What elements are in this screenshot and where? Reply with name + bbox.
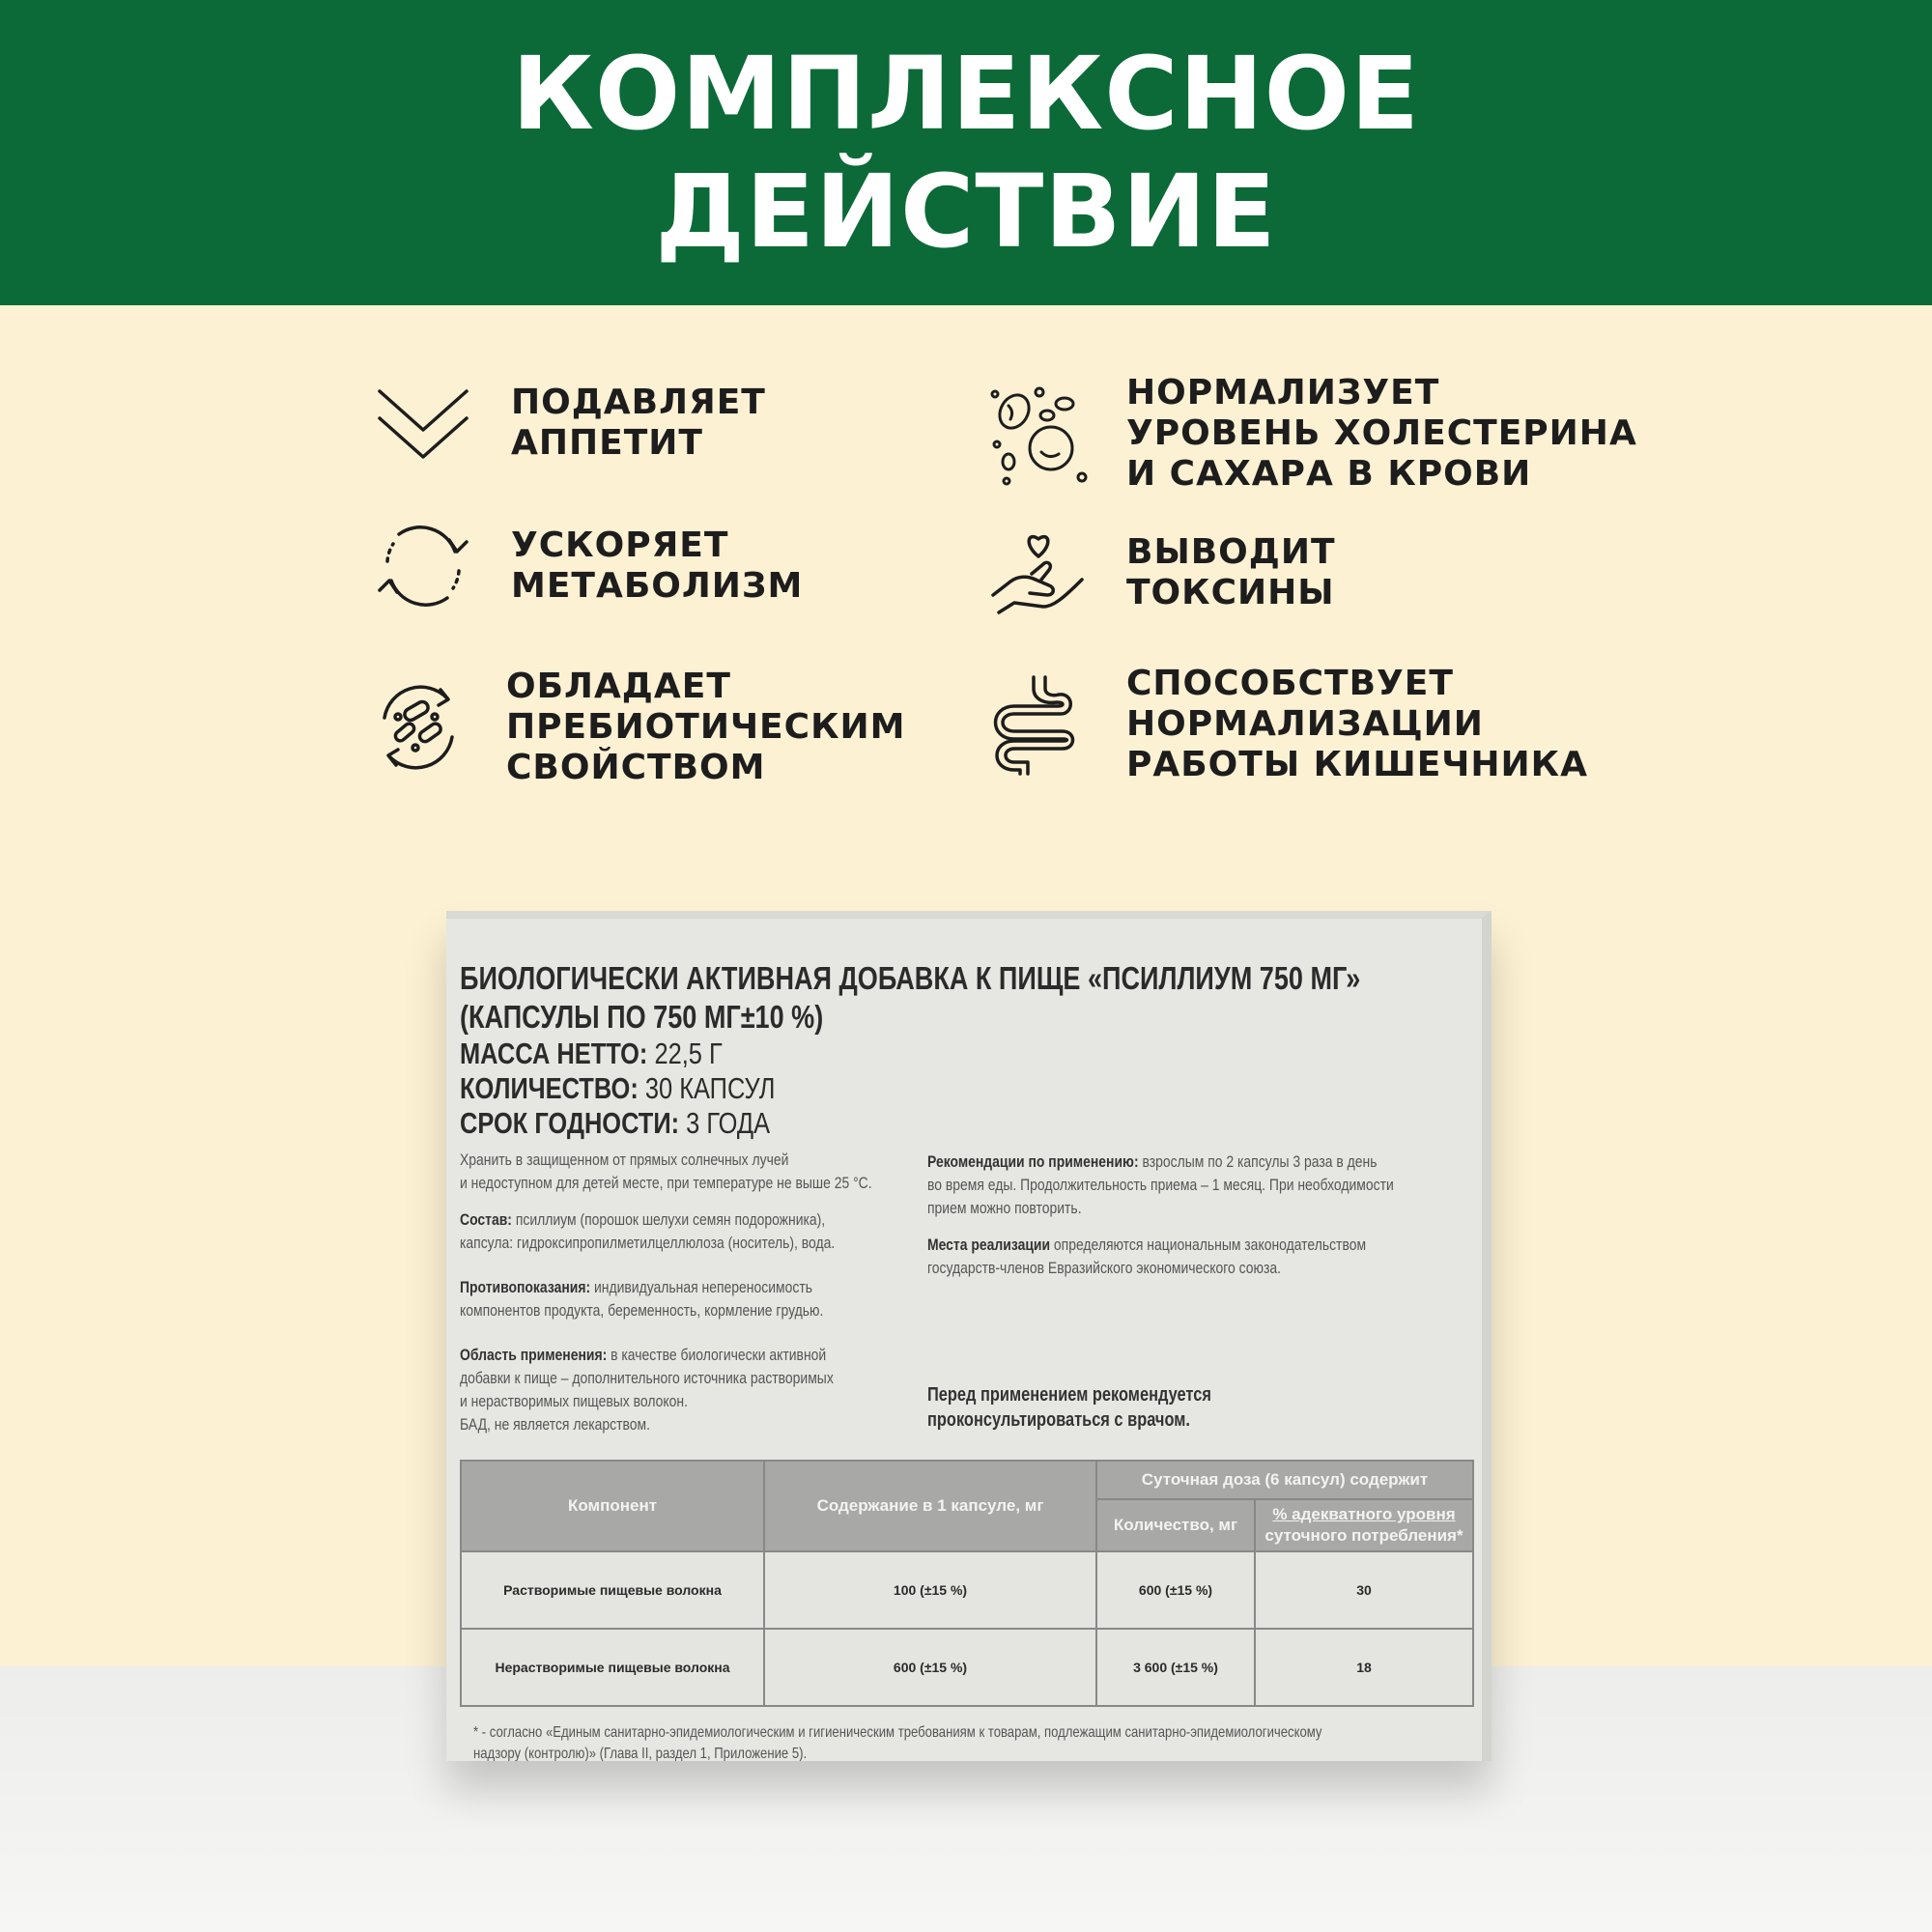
cell-amount: 3 600 (±15 %) bbox=[1096, 1629, 1255, 1706]
feature-line: ТОКСИНЫ bbox=[1126, 573, 1335, 612]
spec-value: 3 ГОДА bbox=[679, 1106, 771, 1140]
text-line: определяются национальным законодательством bbox=[1050, 1236, 1367, 1254]
text-line: Хранить в защищенном от прямых солнечных лучей bbox=[460, 1151, 789, 1169]
feature-line: ВЫВОДИТ bbox=[1126, 532, 1336, 572]
chevrons-down-icon bbox=[370, 370, 476, 476]
spec-value: 22,5 Г bbox=[647, 1037, 723, 1070]
label: Состав: bbox=[460, 1210, 512, 1229]
feature-line: НОРМАЛИЗАЦИИ bbox=[1126, 704, 1484, 744]
text-line: компонентов продукта, беременность, кормление грудью. bbox=[460, 1301, 824, 1320]
feature-line: СПОСОБСТВУЕТ bbox=[1126, 664, 1454, 703]
feature-text bbox=[1126, 373, 1637, 495]
cell-name: Растворимые пищевые волокна bbox=[461, 1551, 764, 1629]
text-line: надзору (контролю)» (Глава II, раздел 1, Приложение 5). bbox=[473, 1746, 808, 1761]
footnote bbox=[473, 1722, 1322, 1761]
feature-metabolism bbox=[370, 513, 803, 619]
spec-label: КОЛИЧЕСТВО: bbox=[460, 1071, 639, 1105]
feature-line: НОРМАЛИЗУЕТ bbox=[1126, 373, 1440, 412]
cycle-arrows-icon bbox=[370, 513, 476, 619]
header-banner bbox=[0, 0, 1932, 305]
feature-line: И САХАРА В КРОВИ bbox=[1126, 454, 1532, 494]
cell-content: 100 (±15 %) bbox=[764, 1551, 1096, 1629]
bacteria-cycle-icon bbox=[365, 674, 471, 781]
product-specs bbox=[460, 1037, 775, 1141]
header-content: Содержание в 1 капсуле, мг bbox=[764, 1461, 1096, 1551]
headline-line-2: ДЕЙСТВИЕ bbox=[655, 153, 1277, 270]
feature-prebiotic bbox=[365, 667, 905, 788]
spec-mass bbox=[460, 1037, 775, 1071]
title-line: (КАПСУЛЫ ПО 750 МГ±10 %) bbox=[460, 999, 824, 1035]
feature-text bbox=[1126, 532, 1336, 613]
storage-info bbox=[460, 1149, 872, 1195]
text-line: государств-членов Евразийского экономического союза. bbox=[927, 1259, 1282, 1277]
header-daily-dose: Суточная доза (6 капсул) содержит bbox=[1096, 1461, 1473, 1499]
sales-places-info bbox=[927, 1234, 1394, 1280]
composition-info bbox=[460, 1208, 872, 1255]
label: Противопоказания: bbox=[460, 1278, 591, 1296]
feature-text bbox=[511, 526, 803, 607]
feature-line: АППЕТИТ bbox=[511, 423, 703, 463]
text-line: во время еды. Продолжительность приема – 1 месяц. При необходимости bbox=[927, 1176, 1394, 1194]
feature-line: ПРЕБИОТИЧЕСКИМ bbox=[506, 707, 906, 747]
label: Места реализации bbox=[927, 1236, 1051, 1254]
spec-label: МАССА НЕТТО: bbox=[460, 1037, 648, 1070]
text-line: проконсультироваться с врачом. bbox=[927, 1409, 1190, 1431]
hand-heart-icon bbox=[985, 520, 1092, 626]
intestine-icon bbox=[985, 671, 1092, 778]
cell-percent: 30 bbox=[1255, 1551, 1473, 1629]
header-component: Компонент bbox=[461, 1461, 764, 1551]
header-amount: Количество, мг bbox=[1096, 1499, 1255, 1551]
usage-area-info bbox=[460, 1344, 872, 1436]
header-line: % адекватного уровня bbox=[1272, 1505, 1456, 1523]
text-line: капсула: гидроксипропилметилцеллюлоза (носитель), вода. bbox=[460, 1234, 836, 1252]
text-line: прием можно повторить. bbox=[927, 1199, 1082, 1217]
feature-line: УСКОРЯЕТ bbox=[511, 526, 729, 565]
feature-line: МЕТАБОЛИЗМ bbox=[511, 566, 804, 606]
feature-line: СВОЙСТВОМ bbox=[506, 748, 766, 787]
feature-text bbox=[506, 667, 905, 788]
product-box bbox=[446, 911, 1492, 1761]
text-line: индивидуальная непереносимость bbox=[590, 1278, 812, 1296]
feature-appetite bbox=[370, 370, 766, 476]
text-line: * - согласно «Единым санитарно-эпидемиологическим и гигиеническим требованиям к товарам, подлежащим санитарно-эпидемиологическому bbox=[473, 1724, 1322, 1741]
text-line: Перед применением рекомендуется bbox=[927, 1384, 1211, 1406]
text-line: взрослым по 2 капсулы 3 раза в день bbox=[1138, 1152, 1378, 1171]
label: Рекомендации по применению: bbox=[927, 1152, 1139, 1171]
product-title bbox=[460, 959, 1361, 1037]
doctor-warning bbox=[927, 1382, 1211, 1433]
text-line: БАД, не является лекарством. bbox=[460, 1415, 650, 1434]
right-info-column bbox=[927, 1151, 1394, 1293]
text-line: в качестве биологически активной bbox=[607, 1346, 827, 1364]
text-line: и недоступном для детей месте, при температуре не выше 25 °С. bbox=[460, 1174, 872, 1192]
feature-line: ПОДАВЛЯЕТ bbox=[511, 383, 766, 422]
feature-line: РАБОТЫ КИШЕЧНИКА bbox=[1126, 745, 1588, 784]
spec-quantity bbox=[460, 1071, 775, 1106]
cell-amount: 600 (±15 %) bbox=[1096, 1551, 1255, 1629]
headline-line-1: КОМПЛЕКСНОЕ bbox=[511, 35, 1421, 153]
text-line: псиллиум (порошок шелухи семян подорожника), bbox=[511, 1210, 826, 1229]
label: Область применения: bbox=[460, 1346, 608, 1364]
feature-intestine bbox=[985, 664, 1588, 785]
spec-value: 30 КАПСУЛ bbox=[638, 1071, 776, 1105]
feature-line: ОБЛАДАЕТ bbox=[506, 667, 731, 706]
title-line: БИОЛОГИЧЕСКИ АКТИВНАЯ ДОБАВКА К ПИЩЕ «ПСИЛЛИУМ 750 МГ» bbox=[460, 960, 1361, 996]
cell-name: Нерастворимые пищевые волокна bbox=[461, 1629, 764, 1706]
table-row bbox=[461, 1551, 1473, 1629]
table-row bbox=[461, 1629, 1473, 1706]
cell-percent: 18 bbox=[1255, 1629, 1473, 1706]
spec-shelf-life bbox=[460, 1106, 775, 1141]
feature-text bbox=[1126, 664, 1588, 785]
header-percent bbox=[1255, 1499, 1473, 1551]
feature-cholesterol bbox=[985, 373, 1637, 495]
text-line: добавки к пище – дополнительного источника растворимых bbox=[460, 1369, 834, 1387]
contraindications-info bbox=[460, 1276, 872, 1322]
blood-cells-icon bbox=[985, 381, 1092, 487]
left-info-column bbox=[460, 1149, 872, 1450]
text-line: и нерастворимых пищевых волокон. bbox=[460, 1392, 688, 1410]
nutrition-table bbox=[460, 1460, 1474, 1707]
feature-text bbox=[511, 383, 766, 464]
feature-line: УРОВЕНЬ ХОЛЕСТЕРИНА bbox=[1126, 413, 1637, 453]
cell-content: 600 (±15 %) bbox=[764, 1629, 1096, 1706]
feature-toxins bbox=[985, 520, 1336, 626]
recommendations-info bbox=[927, 1151, 1394, 1220]
header-line: суточного потребления* bbox=[1264, 1526, 1463, 1545]
spec-label: СРОК ГОДНОСТИ: bbox=[460, 1106, 680, 1140]
